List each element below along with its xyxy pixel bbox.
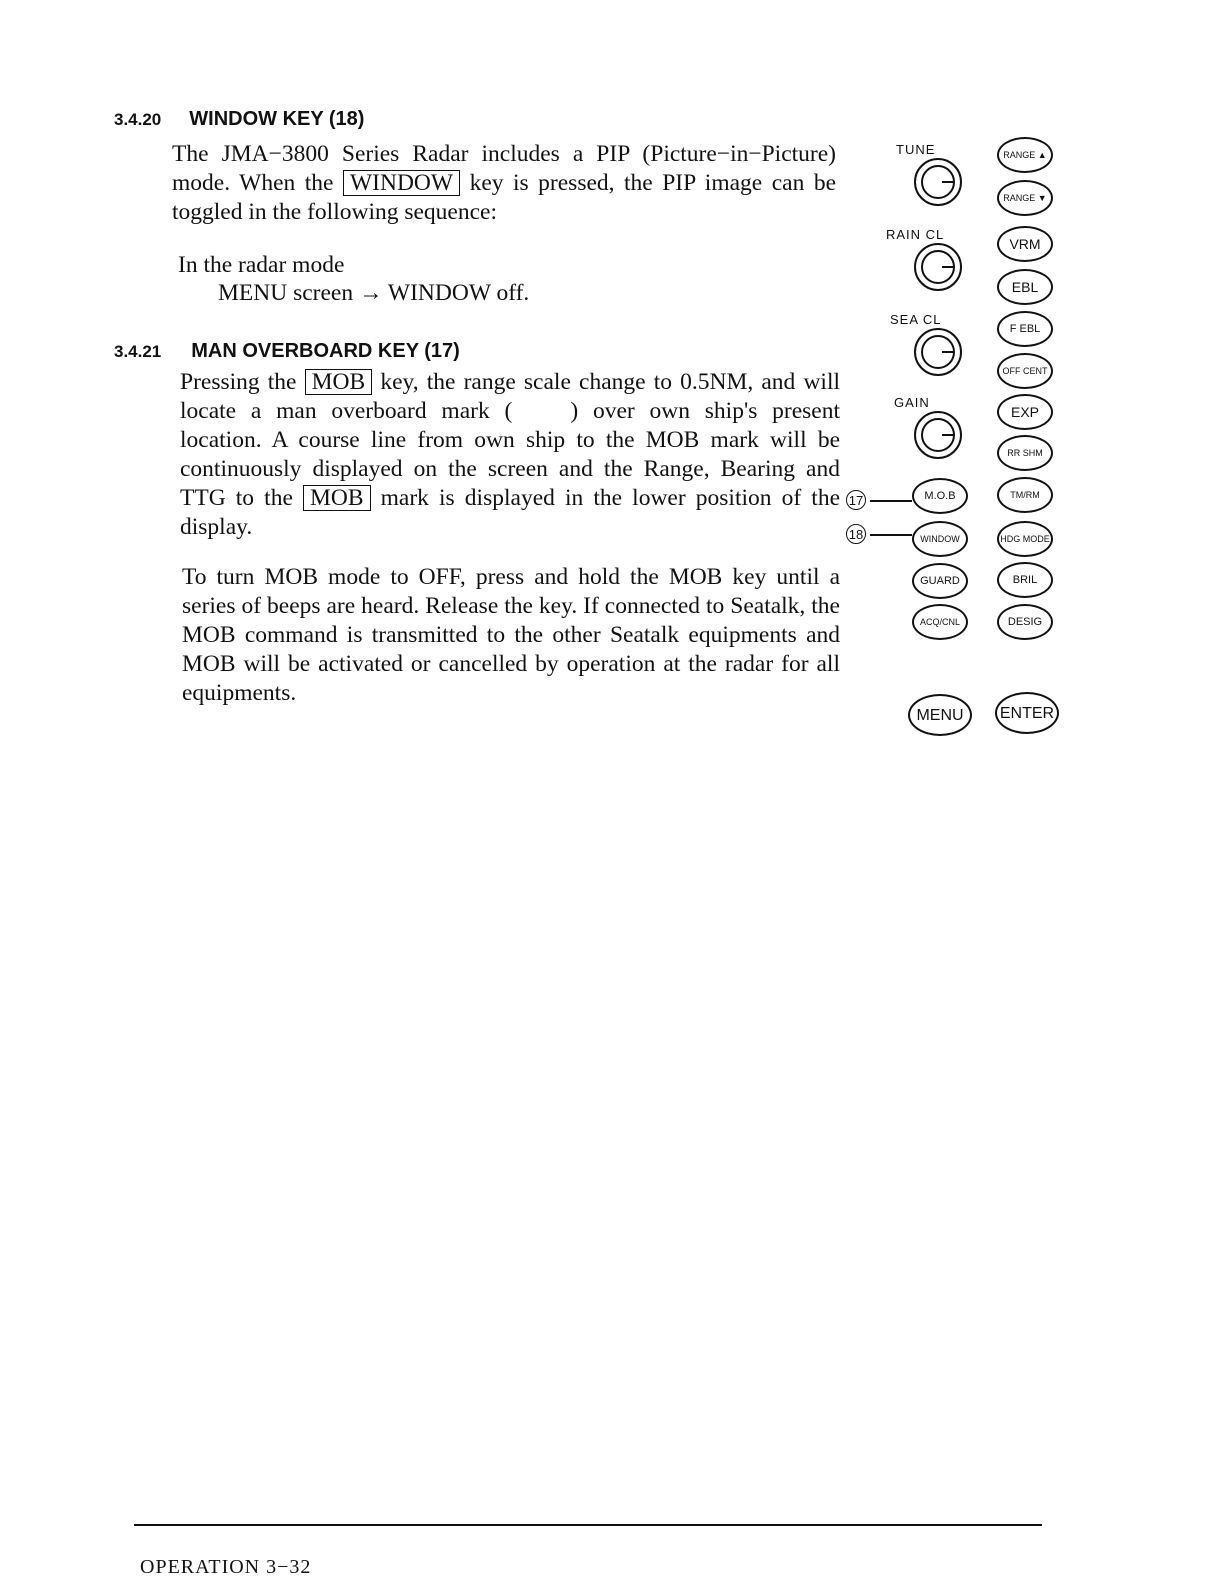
knob-label-gain: GAIN [894, 395, 930, 410]
rr-shm-key: RR SHM [997, 435, 1053, 471]
paragraph-text: ) over own ship's present location. A course line from own ship to the MOB mark will be continuously displayed on the screen and the Range, Bearing and TTG to the [180, 398, 840, 511]
mob-off-paragraph: To turn MOB mode to OFF, press and hold the MOB key until a series of beeps are heard. Release the key. If connected to Seatalk, the MOB command is transmitted to the other Seatalk equipments and MOB will be activated or cancelled by operation at the radar for all equipments. [182, 564, 840, 706]
paragraph-text: Pressing the [180, 369, 297, 395]
knob-label-sea-cl: SEA CL [890, 312, 942, 327]
range-down-key: RANGE ▼ [997, 180, 1053, 216]
page-footer-label: OPERATION 3−32 [140, 1556, 312, 1578]
section-number: 3.4.20 [114, 110, 162, 129]
knob-label-tune: TUNE [896, 142, 936, 157]
radar-mode-line: In the radar mode [178, 252, 345, 278]
callout-18-leader [870, 534, 912, 536]
section-heading-mob-key [114, 340, 460, 363]
desig-key: DESIG [997, 604, 1053, 640]
paragraph-text: mark is displayed in the lower position of the display. [180, 485, 840, 540]
mob-key-paragraph [180, 368, 840, 542]
mob-key-label: MOB [305, 369, 373, 395]
tm-rm-key: TM/RM [997, 477, 1053, 513]
exp-key: EXP [997, 394, 1053, 430]
enter-key: ENTER [995, 692, 1059, 734]
footer-rule [134, 1524, 1042, 1526]
paragraph-text: key is pressed, the PIP image can be toggled in the following sequence: [172, 170, 836, 225]
window-key: WINDOW [912, 521, 968, 557]
f-ebl-key: F EBL [997, 311, 1053, 347]
section-title: WINDOW KEY (18) [189, 108, 365, 130]
tune-knob [914, 158, 962, 206]
gain-knob [914, 411, 962, 459]
paragraph-text: key, the range scale change to 0.5NM, and will locate a man overboard mark ( [180, 369, 840, 424]
window-key-label: WINDOW [343, 170, 460, 196]
mob-key: M.O.B [912, 478, 968, 514]
range-up-key: RANGE ▲ [997, 137, 1053, 173]
acq-cnl-key: ACQ/CNL [912, 604, 968, 640]
hdg-mode-key: HDG MODE [997, 521, 1053, 557]
control-panel-illustration [848, 130, 1070, 750]
callout-17: 17 [846, 490, 866, 510]
knob-label-rain-cl: RAIN CL [886, 227, 945, 242]
paragraph-text: The JMA−3800 Series Radar includes a PIP (Picture−in−Picture) mode. When the [172, 141, 836, 196]
sequence-line: MENU screen → WINDOW off. [218, 280, 530, 306]
menu-key: MENU [908, 694, 972, 736]
bril-key: BRIL [997, 562, 1053, 598]
rain-cl-knob [914, 243, 962, 291]
callout-17-leader [870, 500, 912, 502]
window-key-paragraph [172, 140, 836, 227]
sea-cl-knob [914, 328, 962, 376]
section-title: MAN OVERBOARD KEY (17) [191, 340, 460, 362]
ebl-key: EBL [997, 269, 1053, 305]
section-heading-window-key [114, 108, 364, 131]
section-number: 3.4.21 [114, 342, 162, 361]
mob-key-label-2: MOB [303, 485, 371, 511]
off-cent-key: OFF CENT [997, 353, 1053, 389]
guard-key: GUARD [912, 563, 968, 599]
vrm-key: VRM [997, 226, 1053, 262]
callout-18: 18 [846, 524, 866, 544]
